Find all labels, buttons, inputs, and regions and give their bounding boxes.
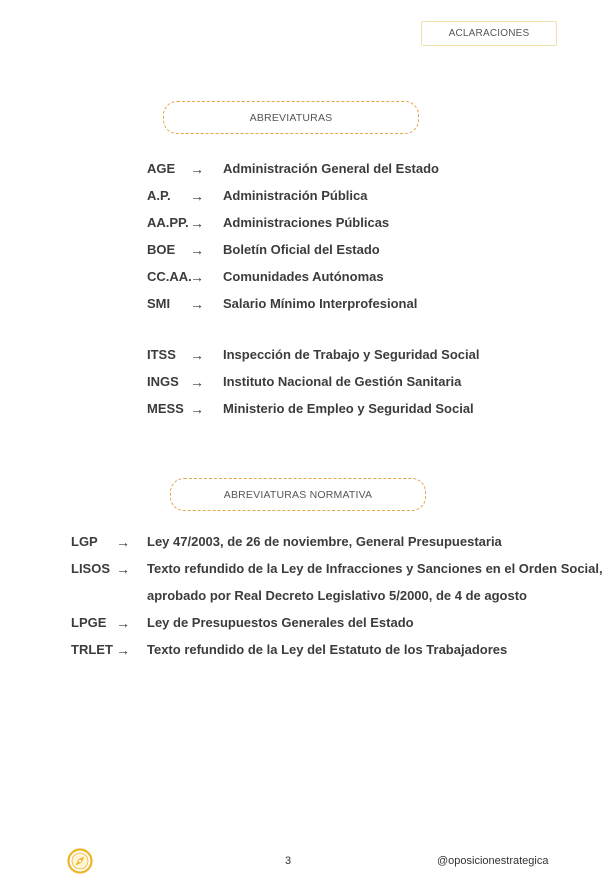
abbreviation-definition: Ministerio de Empleo y Seguridad Social [223,401,474,416]
arrow-right-icon: → [190,347,204,363]
arrow-right-icon: → [116,561,130,577]
arrow-right-icon: → [116,615,130,631]
arrow-right-icon: → [190,269,204,285]
normative-header [170,478,426,511]
abbreviation-code: INGS [147,374,179,389]
arrow-right-icon: → [190,401,204,417]
normative-row [71,641,591,659]
arrow-right-icon: → [190,296,204,312]
abbreviation-row [147,214,567,232]
abbreviations-title: ABREVIATURAS [249,111,333,124]
abbreviation-definition: Administración Pública [223,188,368,203]
abbreviation-code: A.P. [147,188,171,203]
normative-title: ABREVIATURAS NORMATIVA [223,488,373,501]
abbreviation-definition: Administración General del Estado [223,161,439,176]
abbreviation-code: AGE [147,161,176,176]
abbreviation-row [147,400,567,418]
page-number: 3 [284,855,292,867]
abbreviations-header [163,101,419,134]
section-tab-label: ACLARACIONES [448,28,530,39]
abbreviation-row [147,268,567,286]
arrow-right-icon: → [190,188,204,204]
social-handle: @oposicionestrategica [437,855,549,867]
arrow-right-icon: → [116,534,130,550]
abbreviation-code: MESS [147,401,184,416]
abbreviation-row [147,373,567,391]
normative-definition-continuation: aprobado por Real Decreto Legislativo 5/2000, de 4 de agosto [147,588,528,603]
abbreviation-definition: Administraciones Públicas [223,215,390,230]
section-tab-aclaraciones [421,21,557,46]
arrow-right-icon: → [116,642,130,658]
abbreviation-code: SMI [147,296,171,311]
abbreviation-row [147,241,567,259]
normative-definition: Ley 47/2003, de 26 de noviembre, General Presupuestaria [147,534,502,549]
abbreviation-code: ITSS [147,347,176,362]
abbreviation-code: BOE [147,242,176,257]
abbreviation-code: CC.AA. [147,269,192,284]
abbreviation-definition: Inspección de Trabajo y Seguridad Social [223,347,480,362]
abbreviation-definition: Instituto Nacional de Gestión Sanitaria [223,374,462,389]
normative-code: LGP [71,534,98,549]
abbreviation-row [147,346,567,364]
normative-row [71,614,591,632]
arrow-right-icon: → [190,242,204,258]
normative-row-continuation [71,587,591,605]
abbreviation-row [147,160,567,178]
normative-definition: Ley de Presupuestos Generales del Estado [147,615,414,630]
normative-code: LISOS [71,561,111,576]
abbreviation-code: AA.PP. [147,215,189,230]
normative-code: TRLET [71,642,113,657]
abbreviation-definition: Comunidades Autónomas [223,269,384,284]
abbreviation-definition: Salario Mínimo Interprofesional [223,296,418,311]
abbreviation-definition: Boletín Oficial del Estado [223,242,380,257]
arrow-right-icon: → [190,374,204,390]
compass-icon [67,848,93,874]
normative-definition: Texto refundido de la Ley de Infracciones y Sanciones en el Orden Social, [147,561,603,576]
arrow-right-icon: → [190,161,204,177]
normative-code: LPGE [71,615,107,630]
normative-row [71,560,603,578]
abbreviation-row [147,187,567,205]
arrow-right-icon: → [190,215,204,231]
normative-row [71,533,591,551]
abbreviation-row [147,295,567,313]
normative-definition: Texto refundido de la Ley del Estatuto de los Trabajadores [147,642,508,657]
